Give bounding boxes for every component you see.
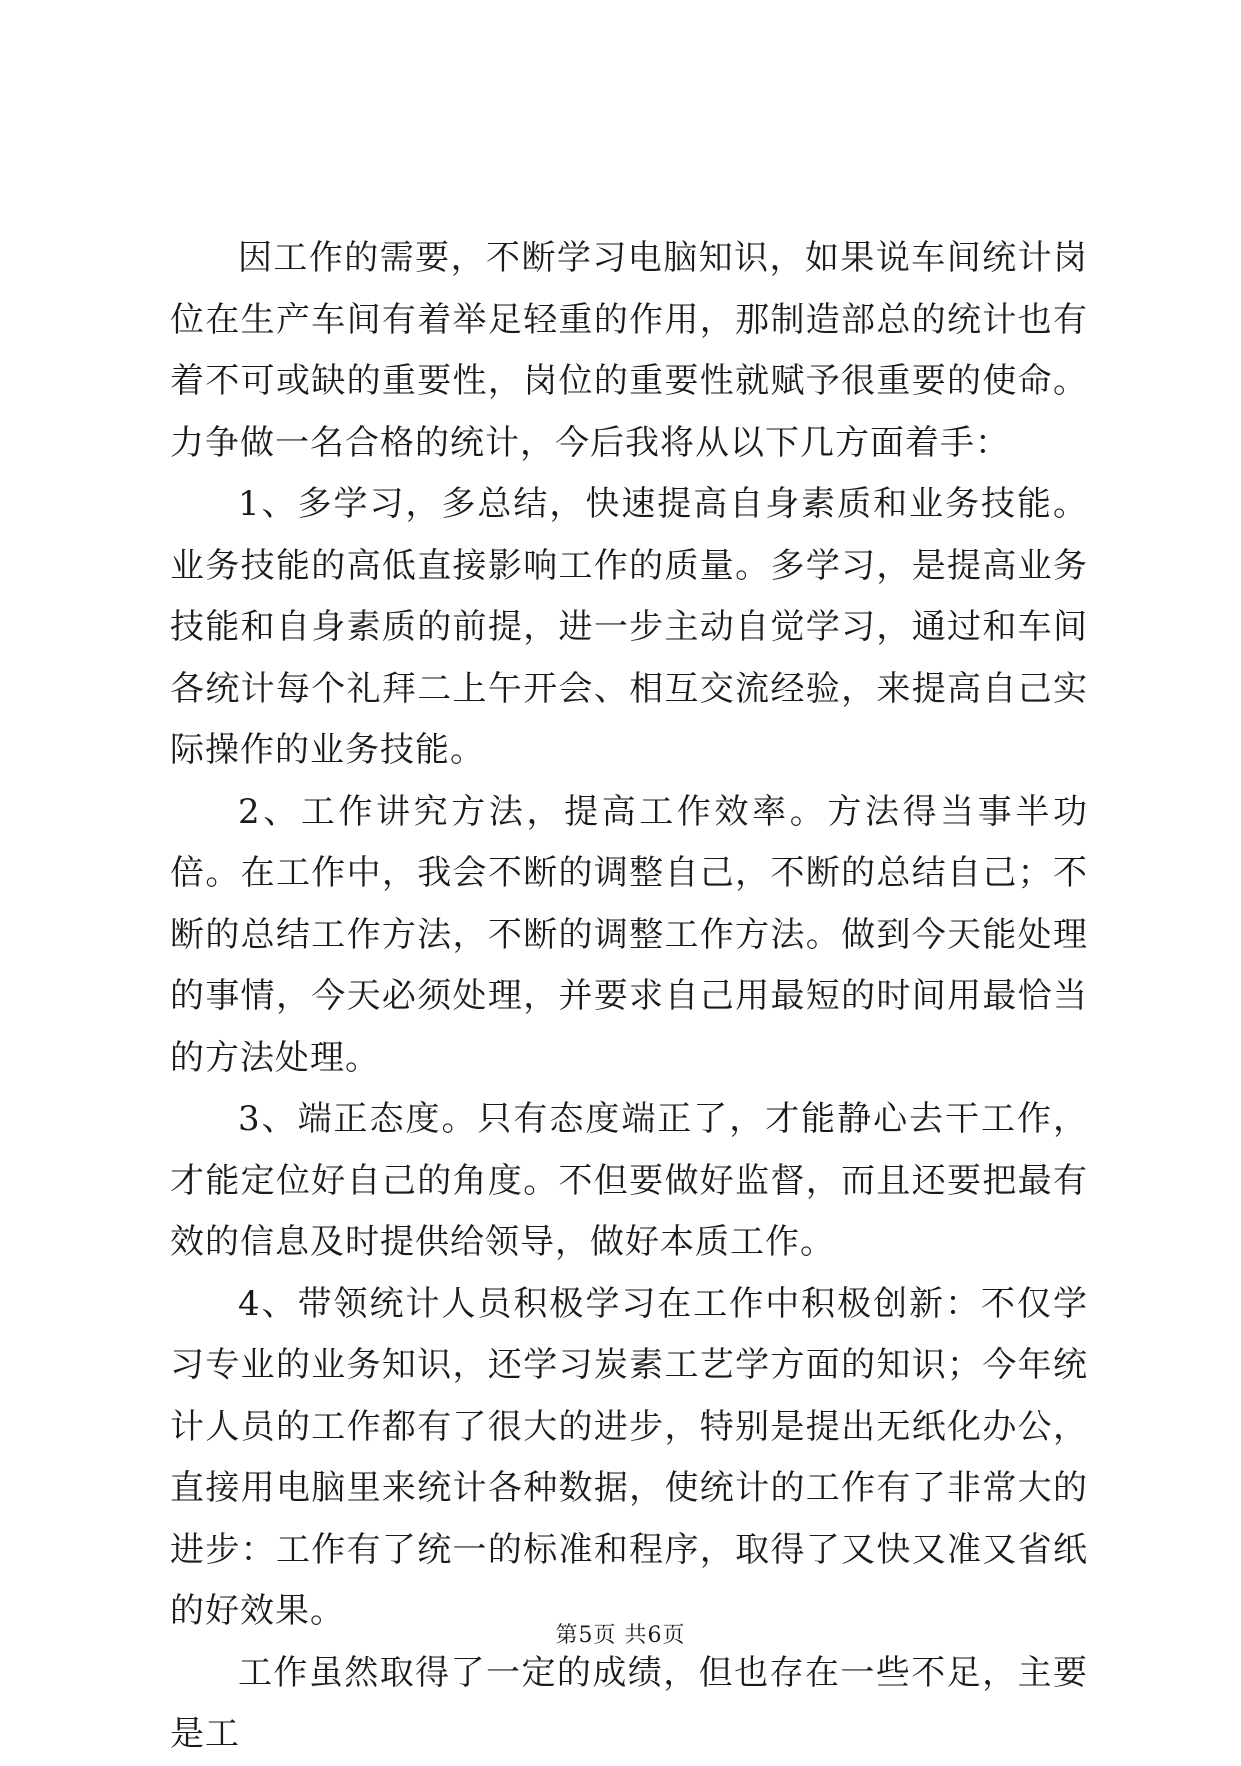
page-number-footer: 第5页 共6页 xyxy=(555,1623,686,1648)
paragraph-item-2: 2、工作讲究方法，提高工作效率。方法得当事半功倍。在工作中，我会不断的调整自己，不断的总结自己；不断的总结工作方法，不断的调整工作方法。做到今天能处理的事情，今天必须处理，并要求自己用最短的时间用最恰当的方法处理。 xyxy=(170,791,1088,1078)
paragraph-conclusion: 工作虽然取得了一定的成绩，但也存在一些不足，主要是工 xyxy=(170,1652,1088,1754)
document-body xyxy=(170,228,1088,1766)
paragraph-item-4: 4、带领统计人员积极学习在工作中积极创新：不仅学习专业的业务知识，还学习炭素工艺学方面的知识；今年统计人员的工作都有了很大的进步，特别是提出无纸化办公，直接用电脑里来统计各种数据，使统计的工作有了非常大的进步：工作有了统一的标准和程序，取得了又快又准又省纸的好效果。 xyxy=(170,1283,1088,1631)
paragraph-intro: 因工作的需要，不断学习电脑知识，如果说车间统计岗位在生产车间有着举足轻重的作用，那制造部总的统计也有着不可或缺的重要性，岗位的重要性就赋予很重要的使命。力争做一名合格的统计，今后我将从以下几方面着手： xyxy=(170,238,1088,463)
paragraph-item-1: 1、多学习，多总结，快速提高自身素质和业务技能。业务技能的高低直接影响工作的质量。多学习，是提高业务技能和自身素质的前提，进一步主动自觉学习，通过和车间各统计每个礼拜二上午开会、相互交流经验，来提高自己实际操作的业务技能。 xyxy=(170,484,1088,770)
paragraph-item-3: 3、端正态度。只有态度端正了，才能静心去干工作，才能定位好自己的角度。不但要做好监督，而且还要把最有效的信息及时提供给领导，做好本质工作。 xyxy=(170,1099,1088,1262)
